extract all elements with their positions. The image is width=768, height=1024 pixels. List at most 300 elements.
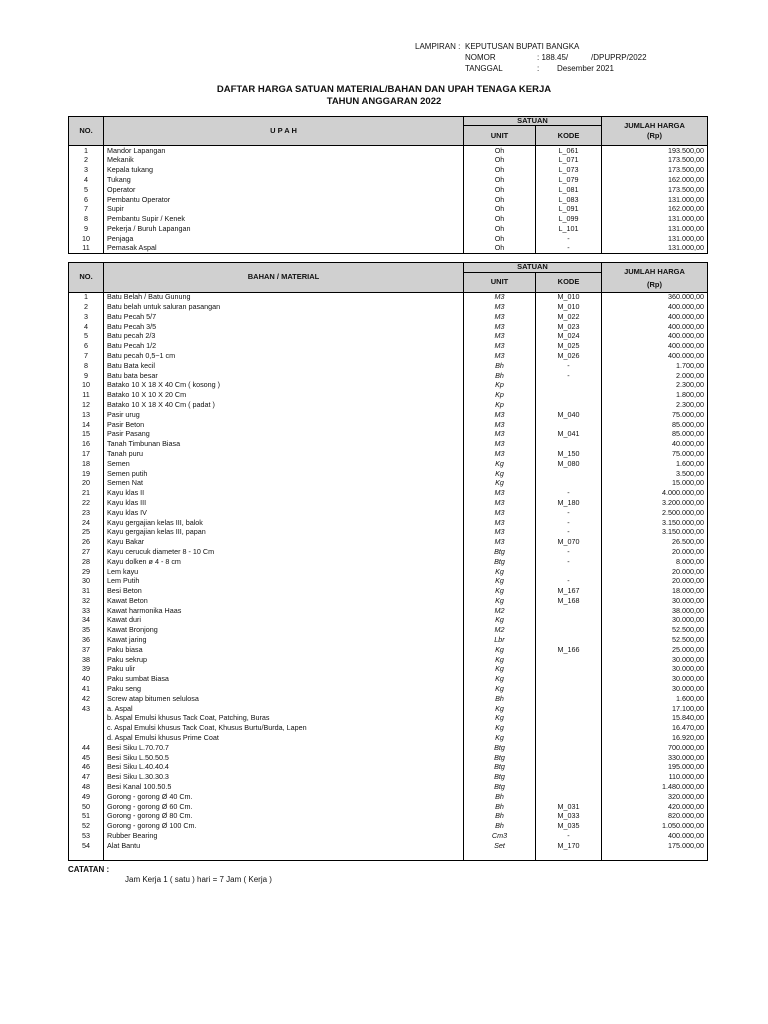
row-no: 10 [69,234,104,244]
row-unit: M3 [464,351,536,361]
row-unit: Oh [464,234,536,244]
row-kode: M_170 [536,841,602,851]
col-kode-header: KODE [536,273,602,293]
row-kode: - [536,577,602,587]
row-name: Kawat Bronjong [104,626,464,636]
row-name: Gorong - gorong Ø 100 Cm. [104,822,464,832]
row-no: 24 [69,518,104,528]
row-unit: M3 [464,508,536,518]
row-kode [536,782,602,792]
row-kode: - [536,371,602,381]
row-unit: M3 [464,488,536,498]
row-name: Paku sekrup [104,655,464,665]
row-harga: 20.000,00 [602,547,708,557]
row-kode [536,665,602,675]
row-no: 42 [69,694,104,704]
row-unit: Kg [464,596,536,606]
table-row [69,782,708,792]
row-unit: Kg [464,684,536,694]
row-no: 4 [69,322,104,332]
row-kode [536,704,602,714]
row-name: Paku seng [104,684,464,694]
row-name: Batu Pecah 5/7 [104,312,464,322]
row-no: 54 [69,841,104,851]
table-row [69,626,708,636]
row-name: Kayu klas II [104,488,464,498]
table-row [69,694,708,704]
row-no [69,724,104,734]
tanggal-sep: : [537,64,540,73]
row-harga: 3.500,00 [602,469,708,479]
row-harga: 1.600,00 [602,459,708,469]
row-name: Lem Putih [104,577,464,587]
row-no: 13 [69,410,104,420]
row-harga: 3.150.000,00 [602,528,708,538]
row-kode [536,635,602,645]
row-unit: Btg [464,782,536,792]
row-name: d. Aspal Emulsi khusus Prime Coat [104,733,464,743]
row-name: Tanah Timbunan Biasa [104,439,464,449]
row-harga: 2.500.000,00 [602,508,708,518]
row-unit: Kg [464,479,536,489]
row-unit: Oh [464,214,536,224]
table-row [69,665,708,675]
row-kode [536,381,602,391]
row-no: 50 [69,802,104,812]
table-row [69,361,708,371]
row-harga: 52.500,00 [602,626,708,636]
col-harga-label: JUMLAH HARGA [624,121,685,131]
row-unit: Kg [464,675,536,685]
row-unit: M3 [464,528,536,538]
row-unit: Btg [464,743,536,753]
row-harga: 3.150.000,00 [602,518,708,528]
row-harga: 8.000,00 [602,557,708,567]
row-unit: Bh [464,822,536,832]
row-unit: Bh [464,802,536,812]
row-unit: Btg [464,753,536,763]
row-no [69,714,104,724]
row-harga: 1.480.000,00 [602,782,708,792]
row-unit: Bh [464,812,536,822]
row-no: 36 [69,635,104,645]
row-harga: 2.000,00 [602,371,708,381]
table-row [69,479,708,489]
row-no: 9 [69,224,104,234]
table-row [69,420,708,430]
row-name: Semen putih [104,469,464,479]
row-kode: L_099 [536,214,602,224]
row-no [69,733,104,743]
row-harga: 20.000,00 [602,567,708,577]
row-name: Batako 10 X 10 X 20 Cm [104,390,464,400]
row-unit: M3 [464,293,536,303]
row-no: 3 [69,312,104,322]
table-row [69,528,708,538]
row-no: 11 [69,390,104,400]
row-no: 38 [69,655,104,665]
table-row [69,616,708,626]
row-name: Alat Bantu [104,841,464,851]
row-no: 5 [69,185,104,195]
row-kode [536,420,602,430]
row-kode [536,400,602,410]
row-harga: 15.000,00 [602,479,708,489]
row-name: Gorong - gorong Ø 60 Cm. [104,802,464,812]
row-name: a. Aspal [104,704,464,714]
row-harga: 400.000,00 [602,831,708,841]
row-harga: 173.500,00 [602,185,708,195]
row-unit: M3 [464,322,536,332]
row-unit: M3 [464,430,536,440]
table-row [69,146,708,156]
table-row [69,195,708,205]
row-harga: 110.000,00 [602,773,708,783]
row-name: Tanah puru [104,449,464,459]
table-row [69,244,708,254]
row-no: 44 [69,743,104,753]
row-no: 8 [69,214,104,224]
row-harga: 420.000,00 [602,802,708,812]
row-unit: Oh [464,146,536,156]
table-row [69,822,708,832]
row-kode: M_022 [536,312,602,322]
row-no: 51 [69,812,104,822]
row-kode [536,675,602,685]
row-unit: M3 [464,410,536,420]
table-row [69,763,708,773]
row-no: 33 [69,606,104,616]
row-no: 26 [69,537,104,547]
row-harga: 131.000,00 [602,195,708,205]
row-name: Kawat jaring [104,635,464,645]
row-harga: 162.000,00 [602,175,708,185]
row-kode: M_040 [536,410,602,420]
row-kode: - [536,488,602,498]
row-harga: 400.000,00 [602,341,708,351]
row-no: 2 [69,302,104,312]
table-row [69,381,708,391]
row-no: 52 [69,822,104,832]
table-row [69,205,708,215]
row-kode [536,439,602,449]
nomor-sep: : 188.45/ [537,53,569,62]
row-kode: M_150 [536,449,602,459]
row-harga: 38.000,00 [602,606,708,616]
table-row [69,302,708,312]
row-name: Kayu klas IV [104,508,464,518]
row-kode [536,567,602,577]
row-unit: Kg [464,586,536,596]
row-unit: M3 [464,439,536,449]
row-harga: 17.100,00 [602,704,708,714]
row-name: Pasir urug [104,410,464,420]
row-no: 19 [69,469,104,479]
col-unit-header: UNIT [464,273,536,293]
row-harga: 15.840,00 [602,714,708,724]
table-row [69,596,708,606]
row-harga: 30.000,00 [602,655,708,665]
table-row [69,537,708,547]
row-no: 17 [69,449,104,459]
row-harga: 131.000,00 [602,234,708,244]
row-name: Batako 10 X 18 X 40 Cm ( padat ) [104,400,464,410]
row-no: 45 [69,753,104,763]
row-unit: M2 [464,626,536,636]
row-kode: - [536,557,602,567]
table-row [69,812,708,822]
row-name: c. Aspal Emulsi khusus Tack Coat, Khusus Burtu/Burda, Lapen [104,724,464,734]
row-name: Kawat harmonika Haas [104,606,464,616]
row-unit: M3 [464,537,536,547]
row-unit: Kg [464,665,536,675]
table-row [69,724,708,734]
row-name: Tukang [104,175,464,185]
row-unit: Kg [464,714,536,724]
row-kode: L_091 [536,205,602,215]
table-row [69,802,708,812]
upah-table-body [69,146,708,254]
tanggal-value: Desember 2021 [557,64,614,73]
row-unit: Oh [464,195,536,205]
tanggal-label: TANGGAL [465,64,503,73]
row-name: Pembantu Operator [104,195,464,205]
row-name: Kepala tukang [104,166,464,176]
row-no: 12 [69,400,104,410]
row-harga: 173.500,00 [602,166,708,176]
row-name: Pemasak Aspal [104,244,464,254]
catatan-note: Jam Kerja 1 ( satu ) hari = 7 Jam ( Kerja ) [125,875,272,884]
row-unit: Bh [464,371,536,381]
row-name: Besi Beton [104,586,464,596]
row-kode: M_033 [536,812,602,822]
col-satuan-header: SATUAN [464,263,602,273]
row-no [69,851,104,861]
table-row [69,351,708,361]
row-harga: 1.050.000,00 [602,822,708,832]
table-row [69,733,708,743]
col-bahan-header: BAHAN / MATERIAL [104,263,464,293]
row-name: Batu Bata kecil [104,361,464,371]
table-row [69,224,708,234]
row-name: Batu belah untuk saluran pasangan [104,302,464,312]
table-row [69,410,708,420]
row-harga: 400.000,00 [602,332,708,342]
row-name [104,851,464,861]
table-row [69,498,708,508]
bahan-table-body [69,293,708,861]
col-no-header: NO. [69,263,104,293]
table-row [69,488,708,498]
row-name: Batu Belah / Batu Gunung [104,293,464,303]
row-harga: 131.000,00 [602,214,708,224]
row-name: b. Aspal Emulsi khusus Tack Coat, Patching, Buras [104,714,464,724]
row-kode: L_101 [536,224,602,234]
row-harga: 52.500,00 [602,635,708,645]
table-row [69,773,708,783]
row-unit: M3 [464,341,536,351]
row-unit: Kp [464,390,536,400]
col-satuan-header: SATUAN [464,117,602,126]
row-kode: M_041 [536,430,602,440]
row-no: 21 [69,488,104,498]
row-kode [536,714,602,724]
row-unit: M2 [464,606,536,616]
table-row [69,851,708,861]
row-kode: - [536,528,602,538]
row-no: 32 [69,596,104,606]
row-harga: 18.000,00 [602,586,708,596]
row-kode [536,743,602,753]
row-no: 23 [69,508,104,518]
row-no: 40 [69,675,104,685]
row-name: Batu pecah 0,5~1 cm [104,351,464,361]
row-name: Besi Siku L.40.40.4 [104,763,464,773]
table-row [69,332,708,342]
row-name: Besi Siku L.30.30.3 [104,773,464,783]
row-unit: M3 [464,498,536,508]
row-kode: - [536,361,602,371]
table-row [69,312,708,322]
row-kode: L_071 [536,156,602,166]
document-title: DAFTAR HARGA SATUAN MATERIAL/BAHAN DAN UPAH TENAGA KERJA [216,84,552,95]
row-no: 27 [69,547,104,557]
table-row [69,449,708,459]
row-kode [536,655,602,665]
table-row [69,831,708,841]
row-kode: M_010 [536,293,602,303]
row-name: Gorong - gorong Ø 80 Cm. [104,812,464,822]
col-kode-header: KODE [536,126,602,146]
row-no: 6 [69,195,104,205]
row-harga: 3.200.000,00 [602,498,708,508]
row-no: 7 [69,351,104,361]
col-upah-header: U P A H [104,117,464,146]
row-harga: 85.000,00 [602,430,708,440]
row-name: Pekerja / Buruh Lapangan [104,224,464,234]
lampiran-label: LAMPIRAN : [415,42,461,51]
row-name: Paku ulir [104,665,464,675]
row-kode [536,753,602,763]
row-no: 14 [69,420,104,430]
row-name: Paku sumbat Biasa [104,675,464,685]
row-harga: 400.000,00 [602,322,708,332]
row-unit: Btg [464,547,536,557]
row-unit: M3 [464,449,536,459]
row-name: Operator [104,185,464,195]
row-harga: 16.920,00 [602,733,708,743]
row-name: Semen Nat [104,479,464,489]
row-no: 10 [69,381,104,391]
row-kode [536,390,602,400]
row-no: 6 [69,341,104,351]
row-no: 16 [69,439,104,449]
row-name: Batu pecah 2/3 [104,332,464,342]
table-row [69,214,708,224]
col-harga-header [602,117,708,146]
row-harga: 195.000,00 [602,763,708,773]
row-harga: 131.000,00 [602,224,708,234]
table-row [69,508,708,518]
row-name: Kawat Beton [104,596,464,606]
row-no: 15 [69,430,104,440]
lampiran-value: KEPUTUSAN BUPATI BANGKA [465,42,580,51]
table-row [69,841,708,851]
row-name: Kayu cerucuk diameter 8 - 10 Cm [104,547,464,557]
row-kode: - [536,508,602,518]
table-row [69,714,708,724]
row-harga: 75.000,00 [602,410,708,420]
row-harga: 30.000,00 [602,675,708,685]
row-unit: Kp [464,400,536,410]
row-name: Batu Pecah 1/2 [104,341,464,351]
row-unit: Kg [464,733,536,743]
row-no: 49 [69,792,104,802]
table-row [69,371,708,381]
row-unit: Oh [464,175,536,185]
row-no: 20 [69,479,104,489]
row-name: Besi Siku L.50.50.5 [104,753,464,763]
row-kode [536,479,602,489]
row-name: Semen [104,459,464,469]
table-row [69,234,708,244]
table-row [69,567,708,577]
table-row [69,459,708,469]
row-no: 48 [69,782,104,792]
row-harga: 360.000,00 [602,293,708,303]
row-no: 5 [69,332,104,342]
row-kode: M_010 [536,302,602,312]
row-no: 53 [69,831,104,841]
row-kode: M_031 [536,802,602,812]
row-unit [464,851,536,861]
row-harga: 30.000,00 [602,616,708,626]
table-row [69,293,708,303]
row-unit: Kg [464,469,536,479]
row-name: Pembantu Supir / Kenek [104,214,464,224]
row-harga: 700.000,00 [602,743,708,753]
row-kode: L_081 [536,185,602,195]
row-unit: Oh [464,185,536,195]
row-kode: M_026 [536,351,602,361]
row-kode: L_061 [536,146,602,156]
row-unit: Oh [464,244,536,254]
row-no: 8 [69,361,104,371]
table-row [69,341,708,351]
document-subtitle: TAHUN ANGGARAN 2022 [326,96,442,107]
col-rp-label: (Rp) [647,279,663,289]
row-no: 18 [69,459,104,469]
col-unit-header: UNIT [464,126,536,146]
table-row [69,704,708,714]
row-no: 11 [69,244,104,254]
row-no: 47 [69,773,104,783]
row-unit: Oh [464,166,536,176]
row-unit: Bh [464,694,536,704]
row-no: 1 [69,146,104,156]
row-kode [536,733,602,743]
table-row [69,635,708,645]
row-kode: M_023 [536,322,602,332]
row-no: 9 [69,371,104,381]
row-harga: 20.000,00 [602,577,708,587]
row-unit: M3 [464,312,536,322]
row-harga [602,851,708,861]
row-harga: 30.000,00 [602,665,708,675]
row-name: Kayu dolken ø 4 - 8 cm [104,557,464,567]
row-unit: Kg [464,459,536,469]
row-unit: M3 [464,420,536,430]
